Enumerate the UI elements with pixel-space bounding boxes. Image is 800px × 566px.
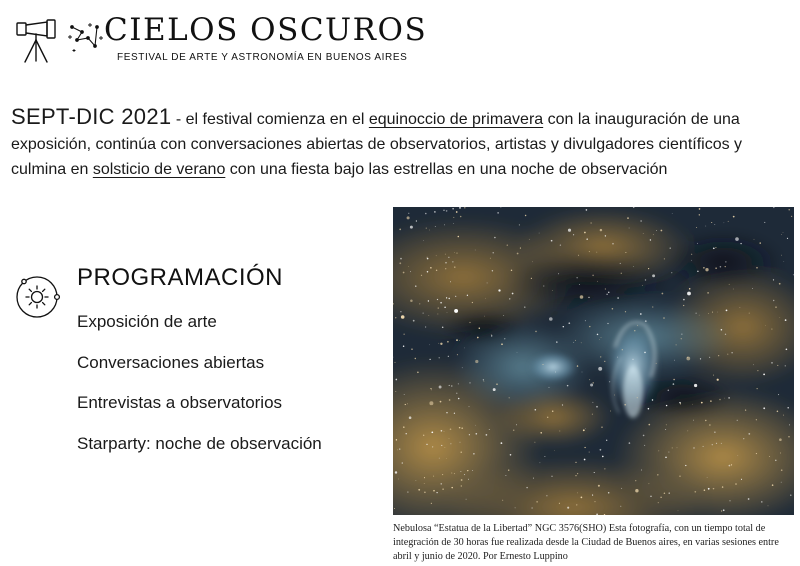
program-list xyxy=(77,312,322,474)
program-item-observatory-interviews[interactable]: Entrevistas a observatorios xyxy=(77,393,283,412)
program-item-starparty[interactable]: Starparty: noche de observación xyxy=(77,433,322,453)
intro-text-1: - el festival comienza en el xyxy=(171,111,369,128)
intro-text-2: con la inauguración de una exposición, continúa con conversaciones abiertas de observatorios, artistas y divulgadores científicos y culmina en xyxy=(11,111,743,178)
sun-orbit-icon xyxy=(13,272,63,322)
nebula-photo[interactable] xyxy=(393,207,794,515)
site-title: CIELOS OSCUROS xyxy=(104,12,428,48)
photo-caption: Nebulosa “Estatua de la Libertad” NGC 3576(SHO) Esta fotografía, con un tiempo total de integración de 30 horas fue realizada desde la Ciudad de Buenos aires, en varias sesiones entre abril y junio de 2020. Por Ernesto Luppino xyxy=(393,523,779,562)
telescope-icon[interactable] xyxy=(14,18,58,64)
festival-dates: SEPT-DIC 2021 xyxy=(11,104,172,129)
site-subtitle: FESTIVAL DE ARTE Y ASTRONOMÍA EN BUENOS AIRES xyxy=(117,52,408,63)
constellation-icon xyxy=(66,18,106,54)
intro-text-3: con una fiesta bajo las estrellas en una noche de observación xyxy=(225,161,668,178)
equinox-link[interactable]: equinoccio de primavera xyxy=(368,111,544,128)
program-item-open-talks[interactable]: Conversaciones abiertas xyxy=(77,352,265,372)
solstice-link[interactable]: solsticio de verano xyxy=(92,161,226,178)
site-header xyxy=(14,10,714,70)
festival-intro xyxy=(11,104,791,182)
program-item-art-exhibition[interactable]: Exposición de arte xyxy=(77,312,217,331)
program-title: PROGRAMACIÓN xyxy=(77,264,284,291)
